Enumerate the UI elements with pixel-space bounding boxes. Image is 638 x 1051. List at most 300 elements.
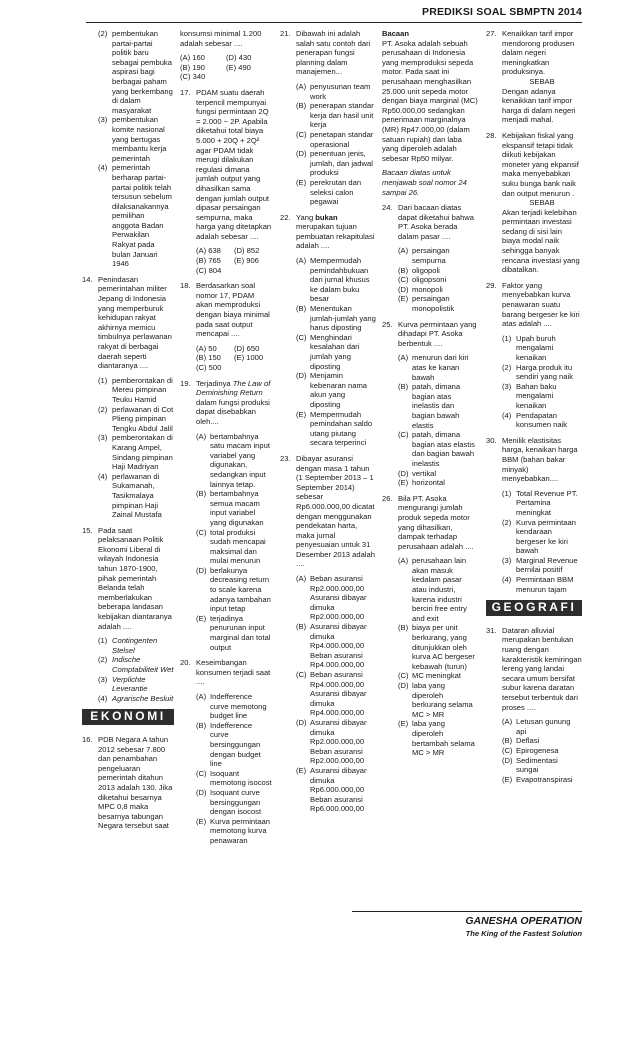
question-text [196, 266, 272, 276]
question-text: Epirogenesa [516, 745, 559, 755]
question-text [234, 266, 272, 276]
question-number: 31. [486, 625, 497, 635]
question-24 [382, 203, 478, 314]
option [296, 670, 376, 718]
option-label: (1) [502, 333, 512, 343]
option [196, 528, 272, 566]
question-number: 24. [382, 203, 393, 213]
question-text: (D) 430 [226, 53, 252, 63]
option [502, 518, 582, 556]
question-text: SEBAB [529, 76, 555, 86]
question-text: pembentukan partai-partai politik baru sebagai pembuka aspirasi bagi berbagai paham yang berkembang di dalam masyarakat [112, 29, 173, 115]
question-16 [82, 735, 174, 831]
option [196, 692, 272, 721]
question-text: Deflasi [516, 736, 540, 746]
option [296, 256, 376, 304]
question-text: Contingenten Stelsel [112, 636, 158, 655]
question-text: dalam fungsi produksi dapat disebabkan oleh.... [196, 397, 270, 426]
option [196, 566, 272, 614]
option [98, 433, 174, 471]
option-label: (C) [296, 332, 307, 342]
question-text: pemberontakan di Karang Ampel, Sindang pimpinan Haji Madriyan [112, 433, 173, 472]
question-text: (A) 50 [196, 343, 217, 353]
question-text: (C) 340 [180, 72, 206, 82]
question-number: 14. [82, 274, 93, 284]
question-text: PDB Negara A tahun 2012 sebesar 7.800 dan penambahan pengeluaran pemerintah ditahun 2013 adalah 130. Jika diketahui besarnya MPC 0,8 maka besarnya tabungan Negara tersebut saat [98, 734, 173, 831]
option [196, 769, 272, 788]
option-label: (B) [398, 382, 409, 392]
footer-rule [352, 911, 582, 912]
option [398, 719, 478, 757]
question-text: bukan [315, 212, 338, 222]
option [98, 472, 174, 520]
option [296, 82, 376, 101]
option [502, 382, 582, 411]
question-number: 26. [382, 493, 393, 503]
question-text: Kurva permintaan kendaraan bergeser ke kiri bawah [516, 517, 576, 556]
question-20 [180, 658, 272, 845]
question-number: 15. [82, 525, 93, 535]
question-text: Dengan adanya kenaikkan tarif impor harga di dalam negeri menjadi mahal. [502, 86, 576, 125]
question-text: (A) 638 [196, 246, 221, 256]
option-label: (A) [196, 692, 207, 701]
question-text: (D) 852 [234, 246, 260, 256]
option-label: (B) [196, 720, 207, 730]
option-label: (C) [502, 745, 513, 755]
option [398, 246, 478, 265]
column-3 [280, 29, 376, 820]
option-label: (C) [196, 527, 207, 537]
question-text: pemberontakan di Mereu pimpinan Teuku Hamid [112, 375, 173, 404]
option-label: (3) [98, 433, 108, 443]
question-text: Berdasarkan soal nomor 17, PDAM akan memproduksi dengan biaya minimal pada saat output mencapai .... [196, 281, 270, 339]
question-text [180, 63, 272, 73]
question-text: terjadinya penurunan input marginal dan total output [210, 613, 271, 652]
option-label: (A) [398, 556, 409, 566]
option-label: (1) [502, 488, 512, 498]
option [98, 376, 174, 405]
option-label: (4) [98, 163, 108, 173]
question-text: Indische Comptabiliteit Wet [112, 655, 174, 674]
option-label: (2) [98, 404, 108, 414]
question-text: (E) 906 [234, 256, 259, 266]
question-number: 27. [486, 29, 497, 38]
question-text: Letusan gunung api [516, 717, 571, 736]
option [98, 636, 174, 655]
question-18 [180, 281, 272, 372]
option [398, 285, 478, 295]
page-footer [352, 911, 582, 938]
question-text: Pendapatan konsumen naik [516, 410, 568, 430]
question-number: 30. [486, 435, 497, 445]
question-19 [180, 379, 272, 653]
question-text: Pada saat pelaksanaan Politik Ekonomi Liberal di wilayah Indonesia tahun 1870-1900, pihak pemerintah Belanda telah memberlakukan beberapa landasan kebijakan diantaranya adalah .... [98, 525, 172, 631]
column-4 [382, 29, 478, 764]
question-text: The Law of Deminishing Return [196, 378, 271, 398]
question-text: Bacaan [382, 29, 410, 38]
option-label: (B) [296, 304, 307, 314]
option [398, 478, 478, 488]
question-text: oligopoli [412, 265, 440, 275]
question-text: Asuransi dibayar dimuka Rp2.000.000,00 Beban asuransi Rp2.000.000,00 [310, 717, 367, 766]
option-label: (E) [296, 409, 307, 419]
option-label: (D) [398, 468, 409, 478]
option-label: (E) [196, 613, 207, 623]
question-text: merupakan tujuan pembuatan rekapitulasi adalah .... [296, 222, 375, 251]
question-text: penentuan jenis, jumlah, dan jadwal produksi [310, 149, 373, 178]
question-text: (E) 1000 [234, 353, 264, 363]
question-text [226, 72, 272, 82]
option [398, 294, 478, 313]
option-label: (B) [296, 101, 307, 111]
option [196, 817, 272, 846]
question-text: pembentukan komite nasional yang bertugas membantu kerja pemerintah [112, 115, 167, 163]
question-text: horizontal [412, 478, 445, 488]
option-label: (3) [98, 115, 108, 125]
question-number: 18. [180, 281, 191, 291]
option [196, 614, 272, 652]
question-text: Upah buruh mengalami kenaikan [516, 333, 556, 362]
question-text: patah, dimana bagian atas inelastis dan bagian bawah elastis [412, 382, 461, 430]
option [196, 721, 272, 769]
column-2 [180, 29, 272, 852]
question-text: Menjamin kebenaran nama akun yang diposting [310, 371, 367, 409]
question-text: Indefference curve bersinggungan dengan budget line [210, 720, 261, 769]
option [502, 489, 582, 518]
question-17 [180, 88, 272, 275]
question-number: 25. [382, 319, 393, 329]
question-text: konsumsi minimal 1.200 adalah sebesar .... [180, 29, 262, 48]
option-label: (B) [398, 623, 409, 633]
column-1 [82, 29, 174, 837]
question-text: (C) 804 [196, 265, 222, 275]
question-text: patah, dimana bagian atas elastis dan bagian bawah inelastis [412, 430, 475, 468]
question-text: perlawanan di Sukamanah, Tasikmalaya pimpinan Haji Zainal Mustafa [112, 471, 162, 520]
question-text: Kenaikkan tarif impor mendorong produsen dalam negeri meningkatkan produksinya. [502, 29, 575, 77]
option [502, 575, 582, 594]
question-text: Dibawah ini adalah salah satu contoh dari penerapan fungsi planning dalam manajemen... [296, 29, 371, 77]
option-label: (4) [98, 471, 108, 481]
section-banner-geografi: GEOGRAFI [486, 600, 582, 616]
question-text: (D) 650 [234, 343, 260, 353]
question-31 [486, 626, 582, 785]
question-number: 28. [486, 130, 497, 140]
option [502, 363, 582, 382]
question-text [180, 53, 272, 63]
option-label: (E) [398, 294, 409, 304]
question-text: Indefference curve memotong budget line [210, 692, 267, 721]
option-label: (2) [98, 655, 108, 665]
question-text: Kurva permintaan memotong kurva penawaran [210, 816, 270, 845]
reading-passage [382, 29, 478, 197]
section-banner-ekonomi: EKONOMI [82, 709, 174, 725]
question-21 [280, 29, 376, 207]
option [196, 489, 272, 527]
option-label: (C) [398, 430, 409, 440]
question-number: 23. [280, 453, 291, 463]
question-text: Bila PT. Asoka mengurangi jumlah produk sepeda motor yang dihasilkan, dampak terhadap perusahaan adalah .... [398, 493, 474, 551]
question-text: biaya per unit berkurang, yang ditunjukkan oleh kurva AC bergeser kebawah (turun) [412, 623, 475, 671]
question-text: Evapotranspirasi [516, 774, 573, 784]
question-text: persaingan sempurna [412, 246, 450, 266]
option [398, 275, 478, 285]
question-text: perlawanan di Cot Plieng pimpinan Tengku Abdul Jalil [112, 404, 174, 433]
option-label: (2) [98, 29, 108, 38]
option [196, 432, 272, 490]
question-text: Sedimentasi sungai [516, 755, 558, 775]
question-text: Mempermudah pemindahan saldo utang piutang secara terperinci [310, 409, 373, 448]
option-label: (D) [296, 717, 307, 727]
question-23 [280, 454, 376, 814]
question-text: Keseimbangan konsumen terjadi saat .... [196, 658, 271, 687]
question-text: PDAM suatu daerah terpencil mempunyai fungsi permintaan 2Q = 2.000 − 2P. Apabila diketahui total biaya 5.000 + 20Q + 2Q² agar PDAM tidak merugi dilakukan regulasi dimana jumlah output yang dihasilkan sama dengan jumlah output dipasar persaingan sempurna, maka harga yang ditetapkan adalah sebesar .... [196, 87, 272, 241]
question-number: 29. [486, 280, 497, 290]
option [296, 766, 376, 814]
question-27 [486, 29, 582, 125]
option [98, 29, 174, 115]
option [296, 130, 376, 149]
question-text: Marginal Revenue bernilai positif [516, 555, 578, 575]
question-text: PT. Asoka adalah sebuah perusahaan di Indonesia yang memproduksi sepeda motor. Pada saat ini perusahaan menghasilkan 25.000 unit sepeda motor dengan biaya marginal (MC) Rp50.000,00 sedangkan penerimaan marginalnya (MR) Rp47.000,00 (dalam satuan rupiah) dan laba yang diperoleh adalah sebesar Rp50 milyar. [382, 38, 478, 163]
question-text: Permintaan BBM menurun tajam [516, 575, 574, 594]
question-text: penetapan standar operasional [310, 129, 374, 149]
option-label: (3) [98, 674, 108, 684]
question-30 [486, 436, 582, 595]
option [398, 681, 478, 719]
option [502, 717, 582, 736]
option [296, 149, 376, 178]
question-number: 21. [280, 29, 291, 38]
question-text: Penindasan pemerintahan militer Jepang di Indonesia yang memperburuk kehidupan rakyat akhirnya memicu timbulnya perlawanan rakyat di berbagai daerah seperti diantaranya .... [98, 274, 172, 371]
question-text [196, 246, 272, 256]
question-text: Yang [296, 212, 316, 222]
question-22 [280, 213, 376, 448]
option-label: (A) [296, 256, 307, 266]
column-5 [486, 29, 582, 790]
option-label: (C) [398, 275, 409, 285]
question-text: Bacaan diatas untuk menjawab soal nomor 24 sampai 26. [382, 168, 467, 197]
question-25 [382, 320, 478, 488]
option-label: (D) [502, 755, 513, 765]
question-text [196, 353, 272, 363]
question-text: Verplichte Leverantie [112, 674, 148, 694]
question-text: laba yang diperoleh berkurang selama MC > MR [412, 681, 473, 719]
question-26 [382, 494, 478, 758]
question-text: menurun dari kiri atas ke kanan bawah [412, 353, 469, 382]
question-text: Total Revenue PT. Pertamina meningkat [516, 488, 578, 517]
option [502, 746, 582, 756]
option [296, 574, 376, 622]
question-text [196, 256, 272, 266]
question-text: oligopsoni [412, 275, 447, 285]
option-label: (A) [398, 246, 409, 256]
option-label: (D) [196, 787, 207, 797]
question-columns [82, 29, 582, 909]
option-label: (B) [296, 622, 307, 632]
option-label: (4) [502, 575, 512, 585]
option [296, 304, 376, 333]
question-text [296, 213, 376, 251]
option [296, 371, 376, 409]
question-text: Dibayar asuransi dengan masa 1 tahun (1 September 2013 – 1 September 2014) sebesar Rp6.000.000,00 dicatat dengan menggunakan pendekatan harta, maka jurnal penyesuaian untuk 31 Desember 2013 adalah .... [296, 453, 375, 569]
question-text: (C) 500 [196, 363, 222, 372]
question-28 [486, 131, 582, 275]
option [398, 353, 478, 382]
option-label: (3) [502, 381, 512, 391]
option [296, 101, 376, 130]
option-label: (1) [98, 636, 108, 646]
option-label: (E) [398, 478, 409, 488]
question-text: Agrarische Besluit [112, 693, 174, 703]
question-text: monopoli [412, 284, 443, 294]
option [98, 405, 174, 434]
option-label: (A) [296, 81, 307, 91]
question-text: Kurva permintaan yang dihadapi PT. Asoka berbentuk .... [398, 319, 477, 348]
option [398, 623, 478, 671]
option-label: (B) [398, 265, 409, 275]
option-label: (E) [196, 816, 207, 826]
option [296, 622, 376, 670]
question-text: (E) 490 [226, 62, 251, 72]
question-text: Asuransi dibayar dimuka Rp6.000.000,00 Beban asuransi Rp6.000.000,00 [310, 765, 367, 814]
question-text: MC meningkat [412, 671, 461, 681]
option [398, 382, 478, 430]
option [398, 556, 478, 623]
question-text: Harga produk itu sendiri yang naik [516, 362, 573, 382]
option-label: (A) [296, 574, 307, 584]
option [98, 694, 174, 704]
footer-tagline: The King of the Fastest Solution [465, 929, 582, 938]
question-29 [486, 281, 582, 430]
question-text: perusahaan lain akan masuk kedalam pasar atau industri, karena industri berciri free entry and exit [412, 556, 467, 623]
option-label: (C) [398, 671, 409, 681]
question-15 [82, 526, 174, 704]
question-text: (B) 190 [180, 62, 205, 72]
question-text: Bahan baku mengalami kenaikan [516, 381, 557, 410]
question-text: Mempermudah pemindahbukuan dari jurnal khusus ke dalam buku besar [310, 256, 370, 304]
option-label: (2) [502, 362, 512, 372]
option-label: (E) [502, 774, 513, 784]
option-label: (C) [296, 129, 307, 139]
option [398, 469, 478, 479]
question-text: persaingan monopolistik [412, 294, 455, 314]
option-label: (B) [196, 489, 207, 499]
option-label: (A) [398, 353, 409, 363]
question-text: bertambahnya semua macam input variabel yang digunakan [210, 489, 264, 527]
question-text: Menghindari kesalahan dari jumlah yang diposting [310, 332, 360, 371]
option [98, 655, 174, 674]
option-label: (B) [502, 736, 513, 746]
question-text: Faktor yang menyebabkan kurva penawaran suatu barang bergeser ke kiri atas adalah .... [502, 280, 580, 329]
option-label: (A) [196, 431, 207, 441]
question-text: Isoquant memotong isocost [210, 768, 272, 788]
question-text: Menentukan jumlah-jumlah yang harus diposting [310, 304, 376, 333]
question-text: Terjadinya [196, 378, 233, 388]
option [98, 675, 174, 694]
question-14 [82, 275, 174, 520]
footer-brand: GANESHA OPERATION [465, 915, 582, 927]
question-text: perekrutan dan seleksi calon pegawai [310, 177, 362, 207]
question-text: Dari bacaan diatas dapat diketahui bahwa PT. Asoka berada dalam pasar .... [398, 203, 474, 241]
option [398, 671, 478, 681]
option [98, 115, 174, 163]
question-text [180, 72, 272, 82]
option-label: (D) [296, 149, 307, 159]
option [98, 163, 174, 269]
question-number: 19. [180, 378, 191, 388]
option-label: (D) [196, 565, 207, 575]
question-text [196, 379, 272, 427]
option [502, 775, 582, 785]
option-label: (D) [296, 371, 307, 381]
option-label: (2) [502, 517, 512, 527]
question-text: laba yang diperoleh bertambah selama MC > MR [412, 719, 475, 758]
question-text: berlakunya decreasing return to scale karena adanya tambahan input tetap [210, 565, 271, 614]
question-text: penerapan standar kerja dan hasil unit kerja [310, 101, 374, 130]
question-text: (B) 765 [196, 256, 221, 266]
question-text: bertambahnya satu macam input variabel yang digunakan, sedangkan input lainnya tetap. [210, 431, 270, 489]
option-label: (3) [502, 555, 512, 565]
question-text: Dataran alluvial merupakan bentukan ruang dengan karakteristik kemiringan lereng yang landai secara umum bersifat subur karena daratan tersebut terbentuk dari proses .... [502, 625, 582, 712]
option-label: (E) [398, 719, 409, 729]
option-label: (E) [296, 177, 307, 187]
option-label: (4) [502, 410, 512, 420]
question-text: Beban asuransi Rp2.000.000,00 Asuransi dibayar dimuka Rp2.000.000,00 [310, 574, 367, 622]
question-number: 20. [180, 658, 191, 668]
option-label: (4) [98, 693, 108, 703]
option [502, 334, 582, 363]
option [398, 266, 478, 276]
option [502, 411, 582, 430]
option-label: (C) [296, 670, 307, 679]
option [502, 756, 582, 775]
question-number: 17. [180, 87, 191, 97]
option [398, 430, 478, 468]
option [502, 736, 582, 746]
question-text: Beban asuransi Rp4.000.000,00 Asuransi dibayar dimuka Rp4.000.000,00 [310, 670, 367, 718]
question-text: total produksi sudah mencapai maksimal dan mulai menurun [210, 527, 266, 566]
option [196, 788, 272, 817]
option [296, 718, 376, 766]
question-text: Menilik elastisitas harga, kenaikan harga BBM (bahan bakar minyak) menyebabkan.... [502, 435, 578, 484]
option-label: (E) [296, 765, 307, 775]
question-number: 16. [82, 734, 93, 744]
option-label: (C) [196, 768, 207, 778]
q16-continuation [180, 29, 272, 82]
question-text [196, 363, 272, 373]
option [296, 410, 376, 448]
option [296, 178, 376, 207]
question-text: vertikal [412, 468, 437, 478]
question-number: 22. [280, 212, 291, 222]
question-text: penyusunan team work [310, 81, 371, 101]
question-text [234, 363, 272, 373]
question-text: SEBAB [529, 198, 555, 208]
question-text: (B) 150 [196, 353, 221, 363]
question-text: Akan terjadi kelebihan permintaan investasi sedang di sisi lain biaya modal naik sehingga banyak rencana investasi yang dibatalkan. [502, 207, 580, 275]
option-label: (D) [398, 681, 409, 690]
q13-continuation [82, 29, 174, 269]
question-text [196, 344, 272, 354]
question-text: Isoquant curve bersinggungan dengan isocost [210, 787, 262, 817]
option [296, 333, 376, 371]
option-label: (A) [502, 717, 513, 727]
header-rule [86, 22, 582, 23]
page-header-title: PREDIKSI SOAL SBMPTN 2014 [421, 6, 582, 18]
question-text: Kebijakan fiskal yang ekspansif tetapi tidak diikuti kebijakan moneter yang ekpansif maka menyebabkan suku bunga bank naik dan output menurun . [502, 130, 579, 198]
question-text: Asuransi dibayar dimuka Rp4.000.000,00 Beban asuransi Rp4.000.000,00 [310, 622, 367, 670]
question-text: (A) 160 [180, 53, 205, 63]
